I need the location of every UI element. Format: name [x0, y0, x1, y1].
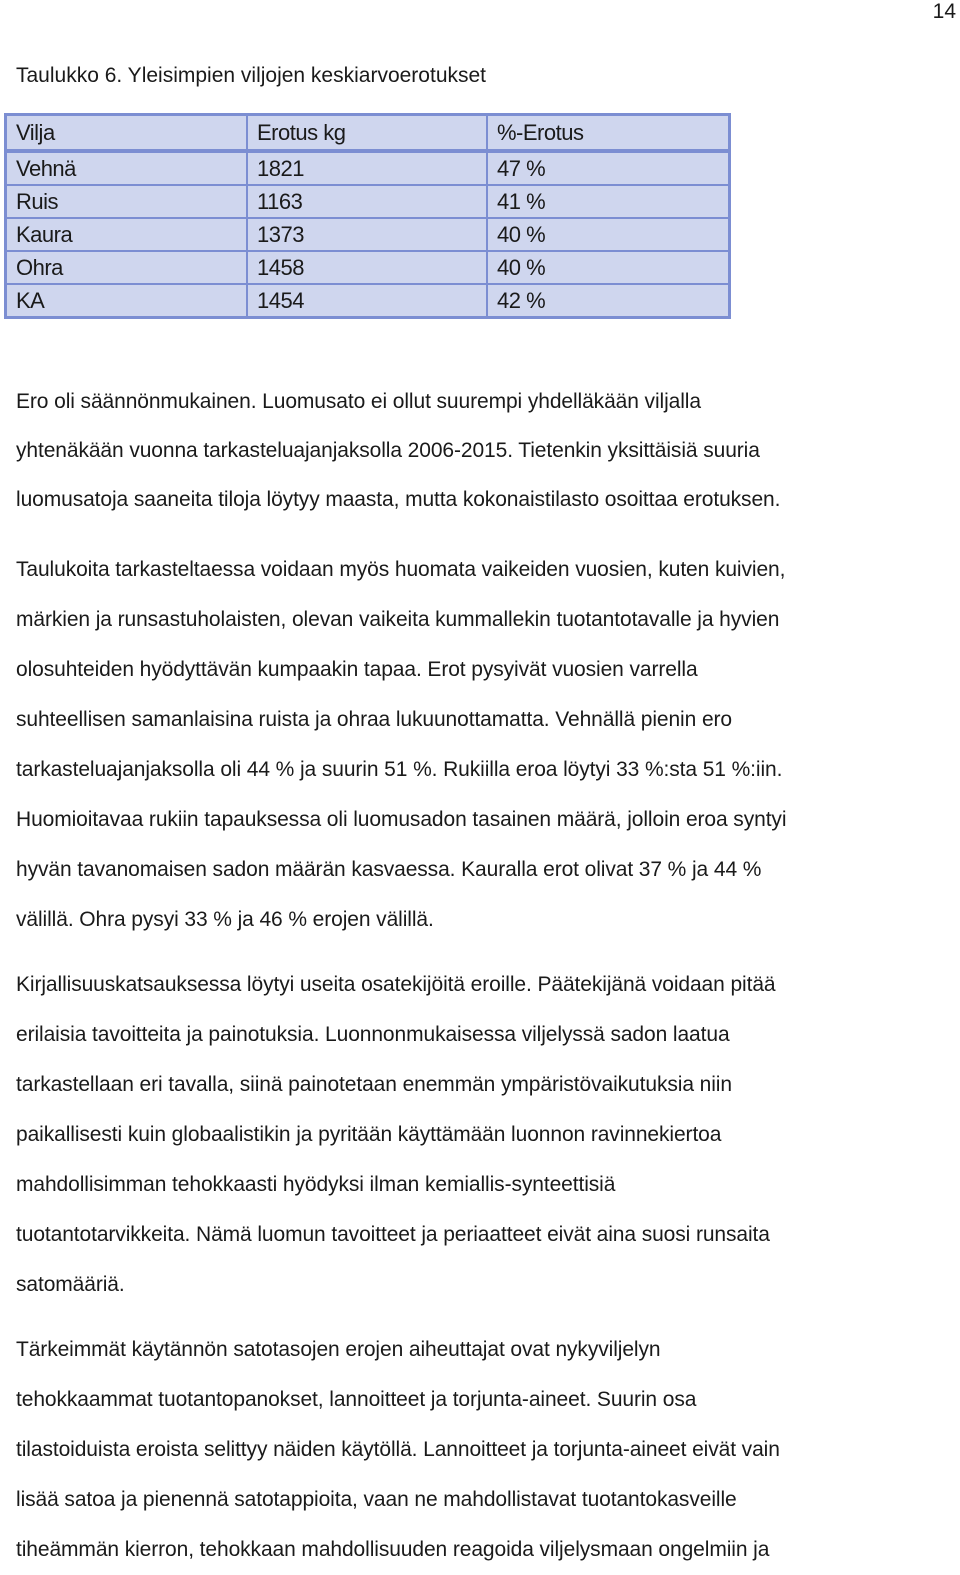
paragraph-line: hyvän tavanomaisen sadon määrän kasvaessa. Kauralla erot olivat 37 % ja 44 % [16, 858, 762, 881]
paragraph-line: Huomioitavaa rukiin tapauksessa oli luomusadon tasainen määrä, jolloin eroa syntyi [16, 808, 787, 831]
paragraph-literature-review [16, 960, 956, 1310]
page-number: 14 [932, 0, 956, 23]
paragraph-main-causes [16, 1325, 956, 1575]
table-cell-grain: Kaura [6, 218, 248, 251]
table-caption: Taulukko 6. Yleisimpien viljojen keskiarvoerotukset [16, 64, 487, 87]
table-cell-difference-kg: 1454 [247, 284, 487, 318]
table-cell-grain: KA [6, 284, 248, 318]
table-cell-grain: Vehnä [6, 151, 248, 185]
column-header-difference-kg: Erotus kg [247, 115, 487, 152]
paragraph-line: olosuhteiden hyödyttävän kumpaakin tapaa. Erot pysyivät vuosien varrella [16, 658, 698, 681]
table-cell-difference-percent: 47 % [487, 151, 730, 185]
paragraph-line: yhtenäkään vuonna tarkasteluajanjaksolla 2006-2015. Tietenkin yksittäisiä suuria [16, 439, 760, 462]
paragraph-line: tarkasteluajanjaksolla oli 44 % ja suurin 51 %. Rukiilla eroa löytyi 33 %:sta 51 %:iin. [16, 758, 783, 781]
table-cell-difference-percent: 41 % [487, 185, 730, 218]
table-cell-difference-kg: 1458 [247, 251, 487, 284]
table-cell-grain: Ohra [6, 251, 248, 284]
paragraph-line: suhteellisen samanlaisina ruista ja ohraa lukuunottamatta. Vehnällä pienin ero [16, 708, 732, 731]
paragraph-line: satomääriä. [16, 1273, 125, 1296]
paragraph-line: paikallisesti kuin globaalistikin ja pyritään käyttämään luonnon ravinnekiertoa [16, 1123, 722, 1146]
table-row [6, 185, 730, 218]
table-cell-difference-kg: 1373 [247, 218, 487, 251]
paragraph-line: tarkastellaan eri tavalla, siinä painotetaan enemmän ympäristövaikutuksia niin [16, 1073, 732, 1096]
paragraph-line: erilaisia tavoitteita ja painotuksia. Luonnonmukaisessa viljelyssä sadon laatua [16, 1023, 730, 1046]
paragraph-line: lisää satoa ja pienennä satotappioita, vaan ne mahdollistavat tuotantokasveille [16, 1488, 737, 1511]
table-cell-difference-percent: 42 % [487, 284, 730, 318]
table-cell-difference-kg: 1163 [247, 185, 487, 218]
table-row [6, 284, 730, 318]
table-row [6, 218, 730, 251]
paragraph-line: tiheämmän kierron, tehokkaan mahdollisuuden reagoida viljelysmaan ongelmiin ja [16, 1538, 770, 1561]
paragraph-line: luomusatoja saaneita tiloja löytyy maasta, mutta kokonaistilasto osoittaa erotuksen. [16, 488, 781, 511]
paragraph-line: tuotantotarvikkeita. Nämä luomun tavoitteet ja periaatteet eivät aina suosi runsaita [16, 1223, 770, 1246]
table-cell-grain: Ruis [6, 185, 248, 218]
table-cell-difference-percent: 40 % [487, 251, 730, 284]
paragraph-line: märkien ja runsastuholaisten, olevan vaikeita kummallekin tuotantotavalle ja hyvien [16, 608, 780, 631]
table-header-row [6, 115, 730, 152]
paragraph-results-summary [16, 377, 956, 524]
table-cell-difference-percent: 40 % [487, 218, 730, 251]
grain-difference-table [4, 113, 731, 319]
table-row [6, 251, 730, 284]
table-row [6, 151, 730, 185]
paragraph-line: tehokkaammat tuotantopanokset, lannoitteet ja torjunta-aineet. Suurin osa [16, 1388, 697, 1411]
paragraph-line: Tärkeimmät käytännön satotasojen erojen aiheuttajat ovat nykyviljelyn [16, 1338, 661, 1361]
column-header-difference-percent: %-Erotus [487, 115, 730, 152]
paragraph-line: Taulukoita tarkasteltaessa voidaan myös huomata vaikeiden vuosien, kuten kuivien, [16, 558, 786, 581]
column-header-grain: Vilja [6, 115, 248, 152]
paragraph-line: välillä. Ohra pysyi 33 % ja 46 % erojen välillä. [16, 908, 434, 931]
paragraph-line: Ero oli säännönmukainen. Luomusato ei ollut suurempi yhdelläkään viljalla [16, 390, 701, 413]
paragraph-difficult-years [16, 545, 956, 945]
paragraph-line: Kirjallisuuskatsauksessa löytyi useita osatekijöitä eroille. Päätekijänä voidaan pitää [16, 973, 776, 996]
paragraph-line: tilastoiduista eroista selittyy näiden käytöllä. Lannoitteet ja torjunta-aineet eivät vain [16, 1438, 780, 1461]
table-cell-difference-kg: 1821 [247, 151, 487, 185]
paragraph-line: mahdollisimman tehokkaasti hyödyksi ilman kemiallis-synteettisiä [16, 1173, 616, 1196]
